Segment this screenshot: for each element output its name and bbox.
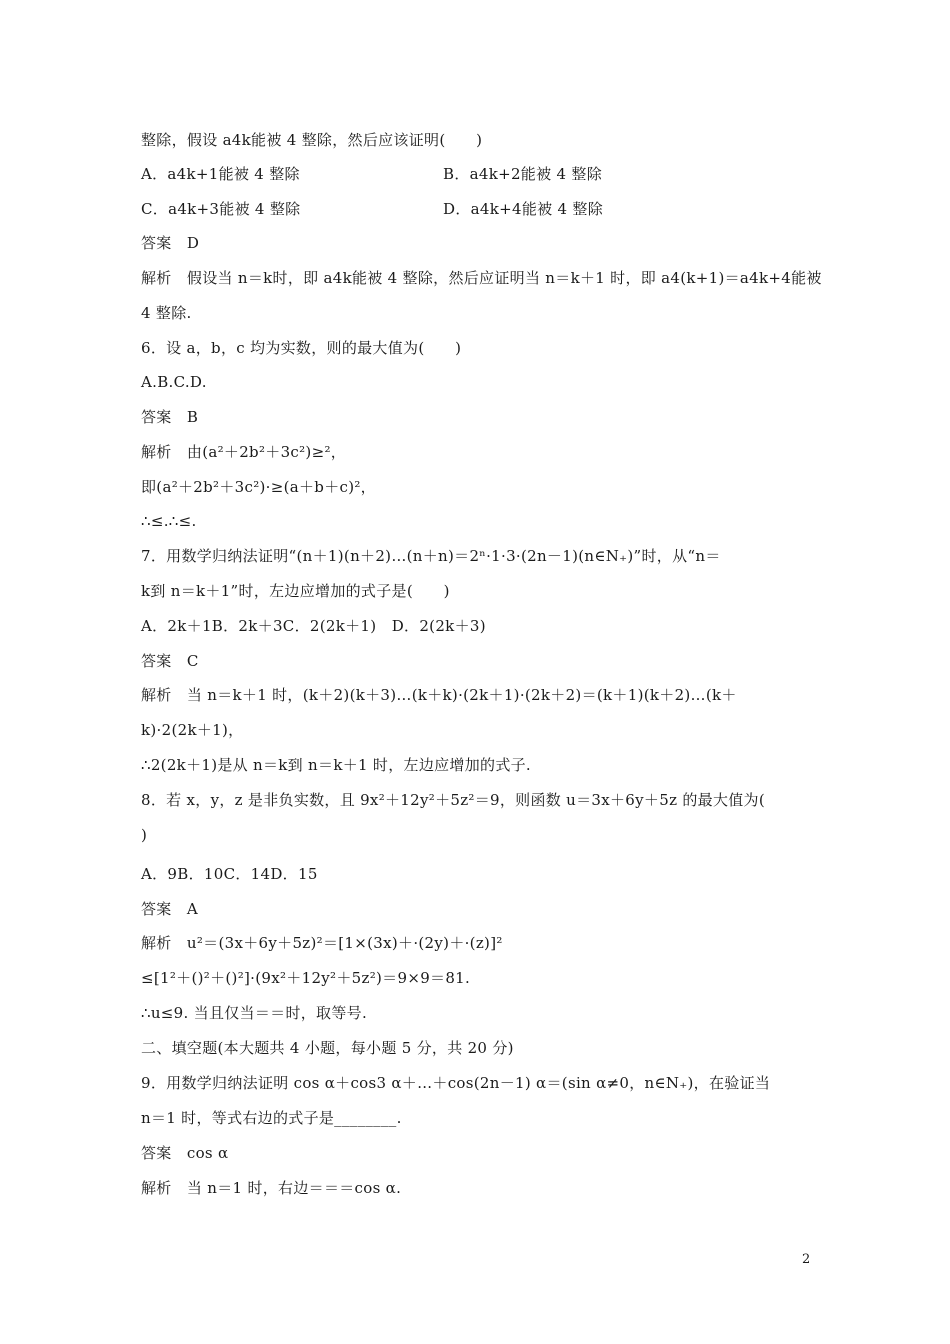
analysis: 解析 假设当 n＝k时，即 a4k能被 4 整除，然后应证明当 n＝k＋1 时，即 a4(k+1)＝a4k+4能被 [141, 269, 822, 287]
answer: 答案 cos α [141, 1144, 229, 1162]
question-8: 8．若 x，y，z 是非负实数，且 9x²＋12y²＋5z²＝9，则函数 u＝3x＋6y＋5z 的最大值为( [141, 791, 765, 809]
option-d: D．a4k+4能被 4 整除 [443, 200, 603, 218]
text-line: ∴≤.∴≤. [141, 512, 197, 530]
answer: 答案 C [141, 652, 199, 670]
option-c: C．a4k+3能被 4 整除 [141, 200, 301, 218]
text-line: n＝1 时，等式右边的式子是________. [141, 1109, 402, 1127]
text-line: k到 n＝k＋1”时，左边应增加的式子是( ) [141, 582, 450, 600]
section-heading: 二、填空题(本大题共 4 小题，每小题 5 分，共 20 分) [141, 1039, 514, 1057]
analysis: 解析 当 n＝1 时，右边＝＝＝cos α. [141, 1179, 402, 1197]
page-number: 2 [802, 1252, 811, 1267]
text-line: k)·2(2k＋1)， [141, 721, 244, 739]
analysis: 解析 由(a²＋2b²＋3c²)≥²， [141, 443, 347, 461]
answer: 答案 B [141, 408, 199, 426]
text-line: ∴u≤9. 当且仅当＝＝时，取等号. [141, 1004, 368, 1022]
option-a: A．a4k+1能被 4 整除 [141, 165, 300, 183]
options: A．9B．10C．14D．15 [141, 865, 318, 883]
question-7: 7．用数学归纳法证明“(n＋1)(n＋2)…(n＋n)＝2ⁿ·1·3·(2n－1)(n∈N₊)”时，从“n＝ [141, 547, 721, 565]
question-6: 6．设 a，b，c 均为实数，则的最大值为( ) [141, 339, 462, 357]
analysis: 解析 u²＝(3x＋6y＋5z)²＝[1×(3x)＋·(2y)＋·(z)]² [141, 934, 503, 952]
text-line: 整除，假设 a4k能被 4 整除，然后应该证明( ) [141, 131, 483, 149]
text-line: 即(a²＋2b²＋3c²)·≥(a＋b＋c)²， [141, 478, 376, 496]
answer: 答案 D [141, 234, 200, 252]
answer: 答案 A [141, 900, 199, 918]
option-b: B．a4k+2能被 4 整除 [443, 165, 602, 183]
options: A.B.C.D. [141, 373, 207, 391]
analysis: 解析 当 n＝k＋1 时，(k＋2)(k＋3)…(k＋k)·(2k＋1)·(2k＋2)＝(k＋1)(k＋2)…(k＋ [141, 686, 737, 704]
text-line: 4 整除. [141, 304, 192, 322]
text-line: ∴2(2k＋1)是从 n＝k到 n＝k＋1 时，左边应增加的式子. [141, 756, 531, 774]
options: A．2k＋1B．2k＋3C．2(2k＋1) D．2(2k＋3) [141, 617, 486, 635]
question-9: 9．用数学归纳法证明 cos α＋cos3 α＋…＋cos(2n－1) α＝(sin α≠0，n∈N₊)，在验证当 [141, 1074, 771, 1092]
text-line: ) [141, 826, 148, 844]
text-line: ≤[1²＋()²＋()²]·(9x²＋12y²＋5z²)＝9×9＝81. [141, 969, 471, 987]
